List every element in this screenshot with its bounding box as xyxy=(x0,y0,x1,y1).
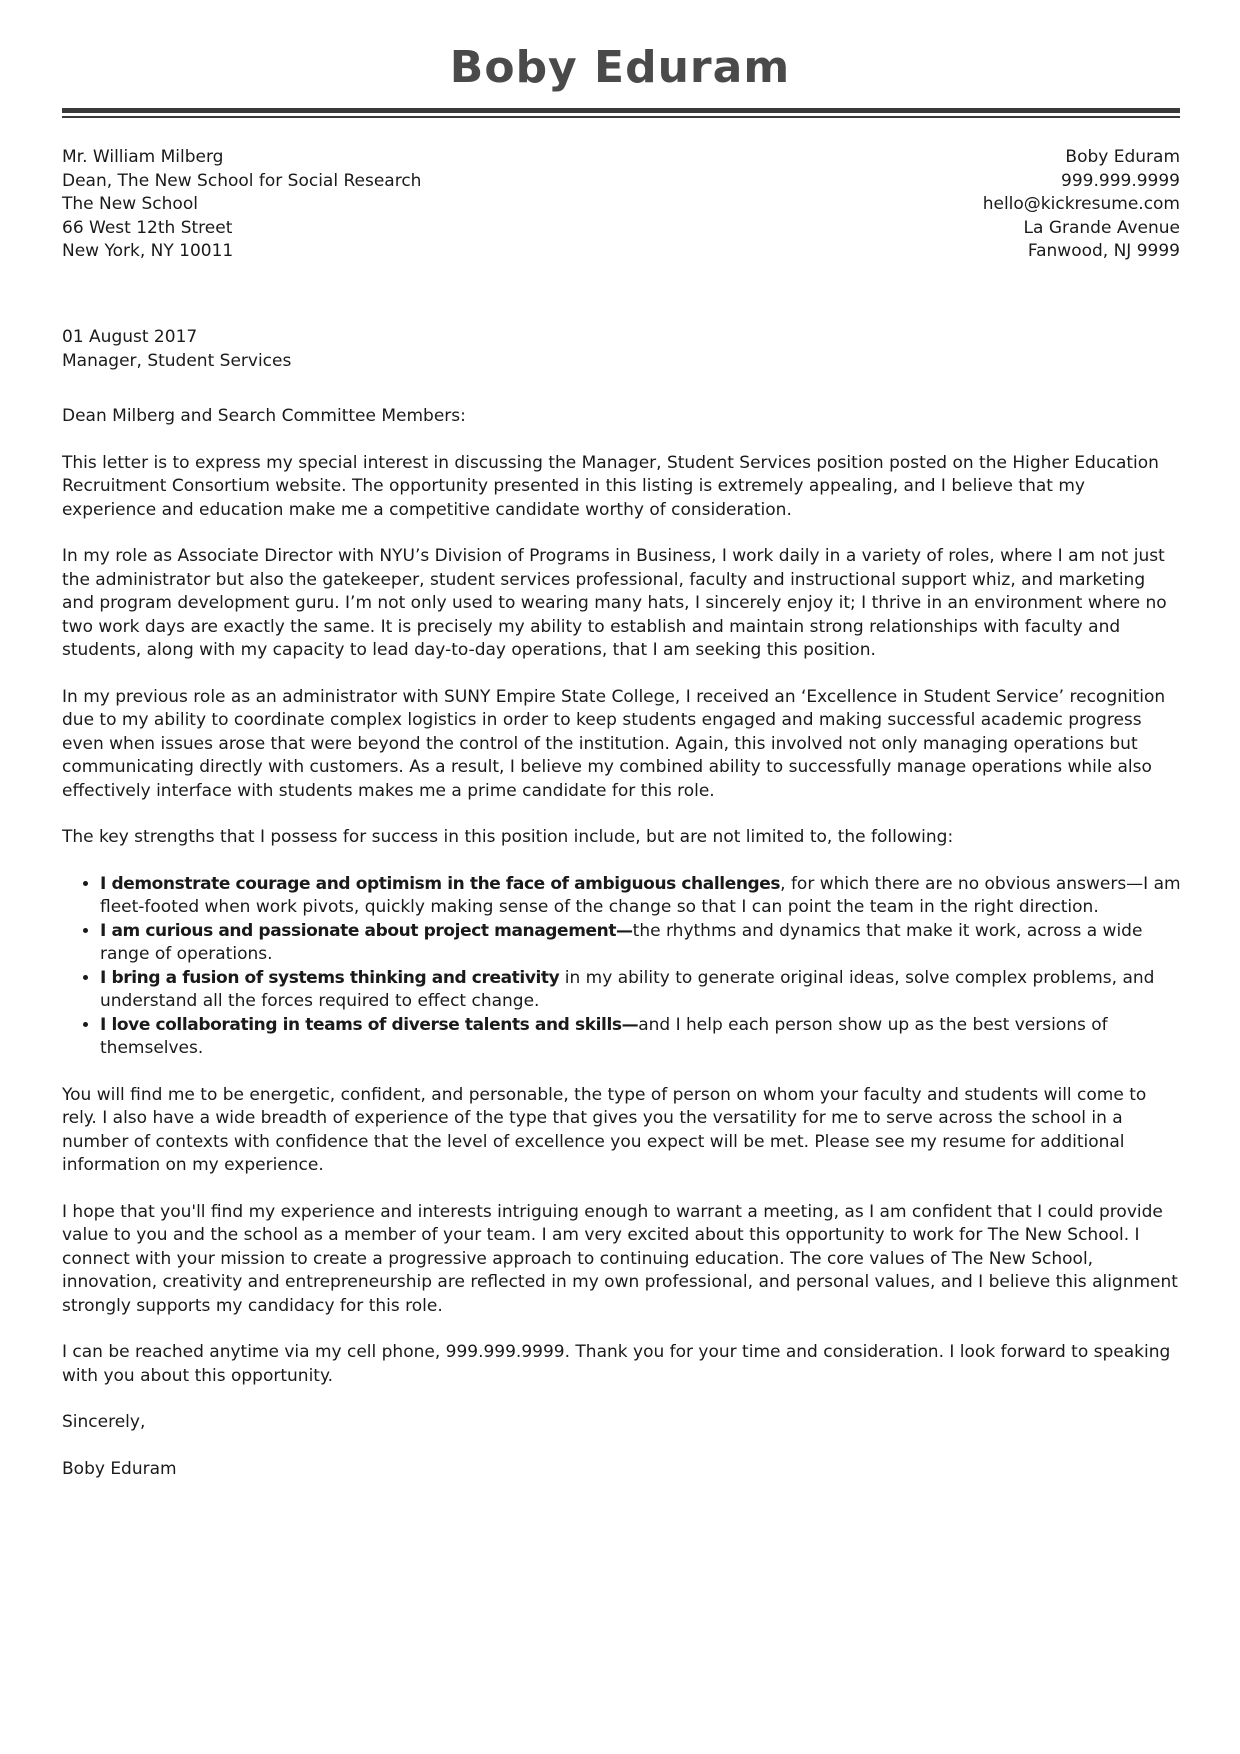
letter-date: 01 August 2017 xyxy=(62,327,198,347)
paragraph-1: This letter is to express my special interest in discussing the Manager, Student Services position posted on the Higher Education Recruitment Consortium website. The opportunity presented in this listing is extremely appealing, and I believe that my experience and education make me a competitive candidate worthy of consideration. xyxy=(62,452,1159,520)
letter-body xyxy=(62,326,1182,1504)
list-item xyxy=(100,873,1182,920)
header-rule-thin xyxy=(62,116,1180,118)
position-title: Manager, Student Services xyxy=(62,350,292,371)
list-item-text: and I help each person show up as the best versions of themselves. xyxy=(100,1014,1108,1058)
sender-address-block xyxy=(983,146,1180,264)
recipient-street: 66 West 12th Street xyxy=(62,217,233,238)
list-item-text: in my ability to generate original ideas, solve complex problems, and understand all the forces required to effect change. xyxy=(100,967,1155,1011)
header-rule-thick xyxy=(62,108,1180,113)
list-item xyxy=(100,967,1182,1014)
header-name: Boby Eduram xyxy=(449,42,791,93)
paragraph-4: The key strengths that I possess for success in this position include, but are not limited to, the following: xyxy=(62,827,954,847)
sender-email: hello@kickresume.com xyxy=(982,194,1180,214)
sender-city: Fanwood, NJ 9999 xyxy=(1027,241,1180,261)
list-item-bold: I bring a fusion of systems thinking and creativity xyxy=(100,967,560,988)
list-item-bold: I demonstrate courage and optimism in the face of ambiguous challenges xyxy=(100,873,781,894)
paragraph-5: You will find me to be energetic, confident, and personable, the type of person on whom your faculty and students will come to rely. I also have a wide breadth of experience of the type that gives you the versatility for me to serve across the school in a number of contexts with confidence that the level of excellence you expect will be met. Please see my resume for additional information on my experience. xyxy=(62,1084,1147,1175)
recipient-title: Dean, The New School for Social Research xyxy=(62,170,422,191)
recipient-name: Mr. William Milberg xyxy=(62,147,224,167)
list-item-bold: I love collaborating in teams of diverse talents and skills— xyxy=(100,1014,639,1035)
salutation: Dean Milberg and Search Committee Members: xyxy=(62,406,466,426)
list-item-bold: I am curious and passionate about project management— xyxy=(100,920,633,941)
paragraph-3: In my previous role as an administrator with SUNY Empire State College, I received an ‘Excellence in Student Service’ recognition due to my ability to coordinate complex logistics in order to keep students engaged and making successful academic progress even when issues arose that were beyond the control of the institution. Again, this involved not only managing operations but communicating directly with customers. As a result, I believe my combined ability to successfully manage operations while also effectively interface with students makes me a prime candidate for this role. xyxy=(62,686,1166,801)
strengths-list xyxy=(62,873,1182,1061)
sender-phone: 999.999.9999 xyxy=(1061,170,1180,191)
recipient-org: The New School xyxy=(62,194,198,214)
list-item xyxy=(100,1014,1182,1061)
date-and-position xyxy=(62,326,1182,373)
sender-street: La Grande Avenue xyxy=(1023,217,1180,238)
paragraph-6: I hope that you'll find my experience and interests intriguing enough to warrant a meeting, as I am confident that I could provide value to you and the school as a member of your team. I am very excited about this opportunity to work for The New School. I connect with your mission to create a progressive approach to continuing education. The core values of The New School, innovation, creativity and entrepreneurship are reflected in my own professional, and personal values, and I believe this alignment strongly supports my candidacy for this role. xyxy=(62,1201,1178,1316)
list-item xyxy=(100,920,1182,967)
list-item-text: the rhythms and dynamics that make it work, across a wide range of operations. xyxy=(100,920,1143,964)
recipient-address-block xyxy=(62,146,421,264)
list-item-text: , for which there are no obvious answers—I am fleet-footed when work pivots, quickly making sense of the change so that I can point the team in the right direction. xyxy=(100,873,1181,917)
recipient-city: New York, NY 10011 xyxy=(62,241,234,261)
paragraph-2: In my role as Associate Director with NYU’s Division of Programs in Business, I work daily in a variety of roles, where I am not just the administrator but also the gatekeeper, student services professional, faculty and instructional support whiz, and marketing and program development guru. I’m not only used to wearing many hats, I sincerely enjoy it; I thrive in an environment where no two work days are exactly the same. It is precisely my ability to establish and maintain strong relationships with faculty and students, along with my capacity to lead day-to-day operations, that I am seeking this position. xyxy=(62,546,1167,660)
sender-name: Boby Eduram xyxy=(1065,147,1180,167)
closing: Sincerely, xyxy=(62,1412,146,1432)
paragraph-7: I can be reached anytime via my cell phone, 999.999.9999. Thank you for your time and consideration. I look forward to speaking with you about this opportunity. xyxy=(62,1342,1171,1386)
signature-name: Boby Eduram xyxy=(62,1458,177,1479)
